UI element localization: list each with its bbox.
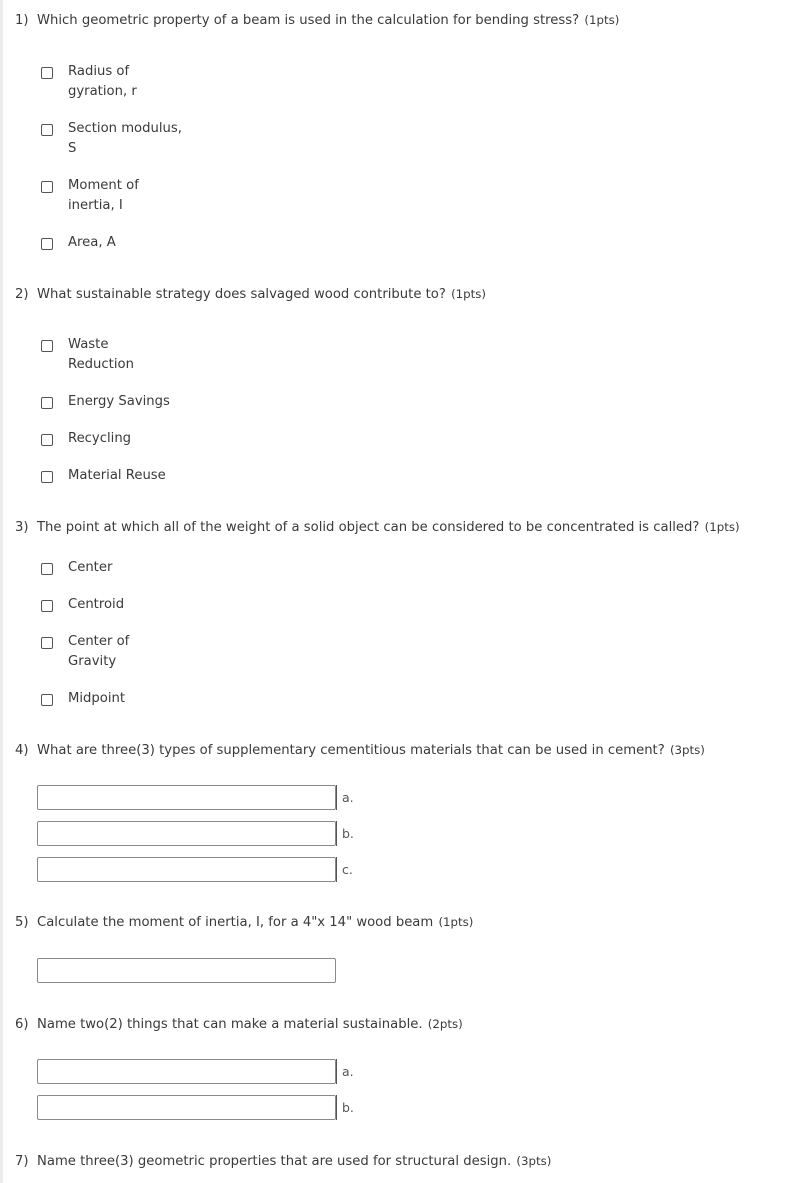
q2-option-energy-savings[interactable] [41, 396, 170, 412]
option-label: Moment of inertia, I [68, 178, 139, 213]
question-number: 2) [15, 287, 29, 302]
checkbox[interactable] [41, 637, 53, 649]
q1-option-area[interactable] [41, 237, 116, 253]
question-number: 3) [15, 520, 29, 535]
q3-option-midpoint[interactable] [41, 693, 125, 709]
question-7-prompt [15, 1153, 551, 1170]
option-label: Waste Reduction [68, 337, 134, 372]
option-label: Material Reuse [68, 468, 166, 483]
question-points: (1pts) [584, 13, 620, 27]
q6-answer-b-input[interactable] [37, 1095, 336, 1120]
option-label: Area, A [68, 235, 116, 250]
option-label: Energy Savings [68, 394, 170, 409]
checkbox[interactable] [41, 67, 53, 79]
q6-answer-b-label: b. [336, 1095, 354, 1120]
question-points: (3pts) [669, 743, 705, 757]
q6-answer-a-label: a. [336, 1059, 354, 1084]
question-text: Calculate the moment of inertia, I, for a 4"x 14" wood beam [37, 915, 434, 930]
question-2-prompt [15, 286, 486, 303]
question-points: (3pts) [516, 1154, 552, 1168]
option-label: Center of Gravity [68, 634, 130, 669]
q6-answer-a-input[interactable] [37, 1059, 336, 1084]
checkbox[interactable] [41, 238, 53, 250]
checkbox[interactable] [41, 181, 53, 193]
question-4-prompt [15, 742, 705, 759]
question-text: The point at which all of the weight of a solid object can be considered to be concentrated is called? [37, 520, 700, 535]
q1-option-section-modulus[interactable] [41, 123, 182, 159]
q4-answer-a-input[interactable] [37, 785, 336, 810]
question-text: Name three(3) geometric properties that are used for structural design. [37, 1154, 512, 1169]
q4-answer-b-label: b. [336, 821, 354, 846]
option-label: Midpoint [68, 691, 126, 706]
option-label: Recycling [68, 431, 132, 446]
question-points: (1pts) [451, 287, 487, 301]
question-5-prompt [15, 914, 473, 931]
q1-option-radius-of-gyration[interactable] [41, 66, 148, 102]
q3-option-centroid[interactable] [41, 599, 124, 615]
page-left-rule [0, 0, 3, 1183]
question-text: What sustainable strategy does salvaged wood contribute to? [37, 287, 446, 302]
option-label: Radius of gyration, r [68, 64, 137, 99]
question-1-prompt [15, 12, 619, 29]
q4-answer-c-label: c. [336, 857, 353, 882]
question-text: Which geometric property of a beam is used in the calculation for bending stress? [37, 13, 580, 28]
question-number: 4) [15, 743, 29, 758]
q2-option-material-reuse[interactable] [41, 470, 166, 486]
q3-option-center[interactable] [41, 562, 112, 578]
q1-option-moment-of-inertia[interactable] [41, 180, 148, 216]
checkbox[interactable] [41, 434, 53, 446]
question-number: 6) [15, 1017, 29, 1032]
q3-option-center-of-gravity[interactable] [41, 636, 148, 672]
question-3-prompt [15, 519, 740, 536]
question-number: 5) [15, 915, 29, 930]
checkbox[interactable] [41, 563, 53, 575]
question-number: 1) [15, 13, 29, 28]
question-points: (1pts) [438, 915, 474, 929]
option-label: Center [68, 560, 113, 575]
q4-answer-a-label: a. [336, 785, 354, 810]
checkbox[interactable] [41, 340, 53, 352]
option-label: Centroid [68, 597, 125, 612]
question-points: (2pts) [427, 1017, 463, 1031]
checkbox[interactable] [41, 694, 53, 706]
question-text: Name two(2) things that can make a material sustainable. [37, 1017, 423, 1032]
q4-answer-c-input[interactable] [37, 857, 336, 882]
checkbox[interactable] [41, 397, 53, 409]
q4-answer-b-input[interactable] [37, 821, 336, 846]
question-number: 7) [15, 1154, 29, 1169]
q2-option-recycling[interactable] [41, 433, 131, 449]
checkbox[interactable] [41, 124, 53, 136]
q5-answer-input[interactable] [37, 958, 336, 983]
question-text: What are three(3) types of supplementary cementitious materials that can be used in cement? [37, 743, 665, 758]
question-6-prompt [15, 1016, 463, 1033]
q2-option-waste-reduction[interactable] [41, 339, 148, 375]
checkbox[interactable] [41, 600, 53, 612]
question-points: (1pts) [704, 520, 740, 534]
option-label: Section modulus, S [68, 121, 182, 156]
checkbox[interactable] [41, 471, 53, 483]
